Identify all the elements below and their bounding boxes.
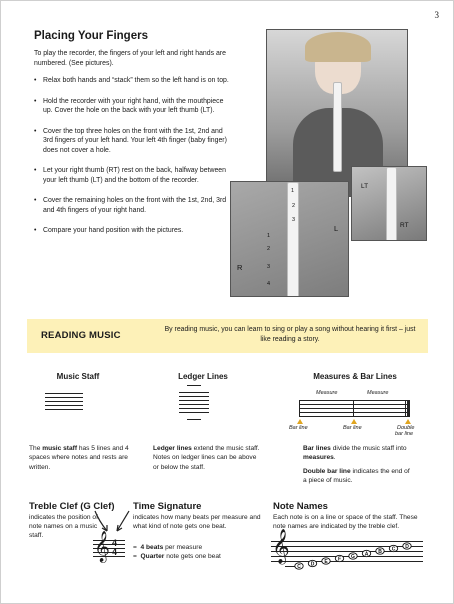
note-letter: B — [378, 548, 382, 555]
music-staff-description: The music staff has 5 lines and 4 spaces where notes and rests are written. — [29, 445, 129, 471]
staff-line — [45, 393, 83, 394]
staff-line — [45, 409, 83, 410]
staff-line — [179, 404, 209, 405]
double-bar-line-thick — [407, 400, 410, 417]
note-a-5 — [362, 550, 370, 557]
double-bar-line-marker — [405, 419, 411, 424]
right-finger-2-label: 2 — [267, 246, 271, 252]
note-g-4 — [349, 553, 357, 560]
left-thumb-label: LT — [361, 183, 369, 190]
instruction-list — [34, 76, 234, 247]
note-e-2 — [322, 558, 330, 565]
bar-line-marker — [351, 419, 357, 424]
note-letter: D — [405, 543, 409, 550]
banner-text: By reading music, you can learn to sing or play a song without hearing it first – just like reading a story. — [164, 326, 416, 343]
double-bar-line-description: Double bar line indicates the end of a piece of music. — [303, 468, 410, 485]
staff-line — [179, 412, 209, 413]
time-signature-line2: = Quarter note gets one beat — [133, 553, 221, 560]
hand-position-photo — [230, 181, 349, 297]
music-staff-heading: Music Staff — [56, 372, 100, 381]
staff-line — [45, 401, 83, 402]
recorder-shape — [386, 167, 397, 241]
time-signature-bottom: 4 — [112, 547, 118, 557]
list-item: • Relax both hands and “stack” them so the left hand is on top. — [34, 76, 234, 86]
ledger-line — [187, 385, 201, 386]
bar-line-label: Bar line — [289, 425, 308, 431]
treble-clef-icon: 𝄞 — [272, 529, 290, 564]
recorder-shape — [287, 182, 299, 297]
list-item: • Cover the remaining holes on the front with the 1st, 2nd, 3rd and 4th fingers of your right hand. — [34, 196, 234, 215]
staff-line — [299, 416, 410, 417]
section-title: Placing Your Fingers — [34, 30, 148, 42]
note-letter: E — [324, 558, 328, 565]
staff-line — [299, 408, 410, 409]
banner-title: READING MUSIC — [41, 330, 121, 341]
note-d-1 — [308, 560, 316, 567]
left-hand-label: L — [334, 224, 339, 233]
ledger-line — [187, 419, 201, 420]
note-letter: F — [337, 556, 342, 563]
note-letter: D — [310, 561, 315, 568]
time-signature-line1: = 4 beats per measure — [133, 544, 203, 551]
note-c-7 — [389, 545, 397, 552]
ledger-lines-heading: Ledger Lines — [178, 372, 228, 381]
hair-shape — [305, 32, 371, 62]
treble-clef-icon: 𝄞 — [94, 531, 110, 562]
right-hand-label: R — [237, 263, 243, 272]
bar-line-label: Bar line — [343, 425, 362, 431]
measure-label: Measure — [367, 390, 389, 396]
right-finger-4-label: 4 — [267, 281, 271, 287]
note-names-heading: Note Names — [273, 501, 328, 512]
note-d-8 — [403, 543, 411, 550]
note-letter: G — [351, 553, 355, 560]
note-names-notes — [271, 531, 423, 575]
treble-clef-description: indicates the position of note names on a music staff. — [29, 514, 98, 539]
right-finger-1-label: 1 — [267, 233, 271, 239]
left-finger-3-label: 3 — [292, 217, 296, 223]
measure-label: Measure — [316, 390, 338, 396]
time-signature-description: indicates how many beats per measure and what kind of note gets one beat. — [133, 514, 261, 530]
section-intro: To play the recorder, the fingers of your left and right hands are numbered. (See pictures). — [34, 50, 226, 67]
right-finger-3-label: 3 — [267, 264, 271, 270]
left-finger-2-label: 2 — [292, 203, 296, 209]
list-item: • Cover the top three holes on the front with the 1st, 2nd and 3rd fingers of your left hand. Your left 4th finger (baby finger) does not cover a hole. — [34, 127, 234, 156]
left-finger-1-label: 1 — [291, 188, 295, 194]
double-bar-line-label: bar line — [395, 431, 414, 437]
note-c-0 — [295, 563, 303, 570]
staff-line — [179, 408, 209, 409]
double-bar-line-label: Double — [397, 425, 415, 431]
thumb-position-photo — [351, 166, 427, 241]
staff-line — [179, 400, 209, 401]
staff-line — [45, 397, 83, 398]
page-number: 3 — [434, 10, 439, 20]
ledger-line — [179, 392, 209, 393]
list-item: • Hold the recorder with your right hand, with the mouthpiece up. Cover the hole on the back with your left thumb (LT). — [34, 97, 234, 116]
note-letter: C — [391, 546, 396, 553]
staff-line — [45, 405, 83, 406]
reading-music-banner — [27, 319, 428, 353]
double-bar-line-thin — [405, 400, 406, 417]
note-letter: C — [297, 563, 301, 570]
right-thumb-label: RT — [400, 222, 409, 229]
note-b-6 — [376, 548, 384, 555]
staff-line — [179, 396, 209, 397]
list-item: • Let your right thumb (RT) rest on the back, halfway between your left thumb (LT) and the bottom of the recorder. — [34, 166, 234, 185]
ledger-lines-description: Ledger lines extend the music staff. Notes on ledger lines can be above or below the staff. — [153, 445, 260, 471]
staff-line — [299, 404, 410, 405]
note-f-3 — [335, 555, 343, 562]
list-item: • Compare your hand position with the pictures. — [34, 226, 234, 236]
bar-line — [353, 400, 354, 417]
bar-line-marker — [297, 419, 303, 424]
measures-heading: Measures & Bar Lines — [313, 372, 397, 381]
staff-line — [299, 412, 410, 413]
time-signature-top: 4 — [112, 538, 118, 548]
bar-lines-description: Bar lines divide the music staff into measures. — [303, 445, 407, 462]
note-letter: A — [364, 551, 369, 558]
time-signature-heading: Time Signature — [133, 501, 202, 512]
treble-clef-heading: Treble Clef (G Clef) — [29, 501, 115, 512]
note-names-description: Each note is on a line or space of the staff. These note names are indicated by the treble clef. — [273, 514, 418, 530]
staff-line — [299, 400, 410, 401]
recorder-shape — [333, 82, 342, 172]
bar-line — [299, 400, 300, 417]
